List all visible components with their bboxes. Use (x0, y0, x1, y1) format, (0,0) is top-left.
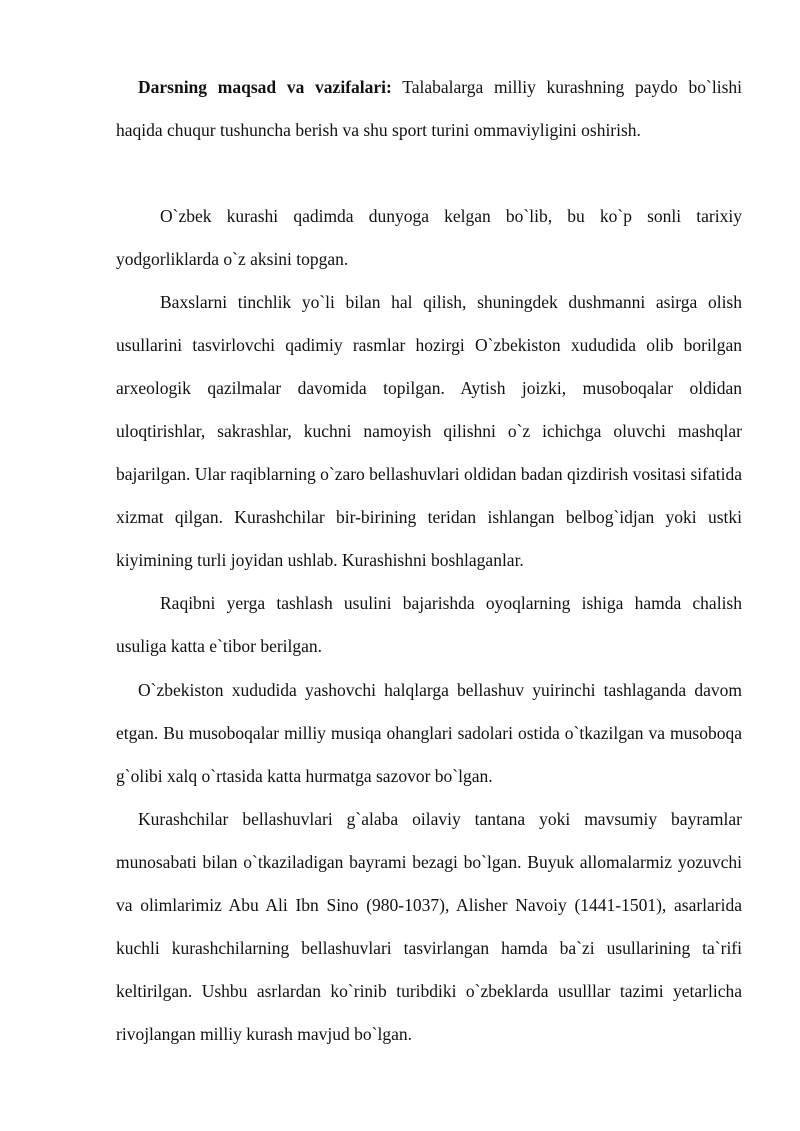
lesson-goal-paragraph (116, 66, 742, 152)
body-paragraph-4: O`zbekiston xududida yashovchi halqlarga bellashuv yuirinchi tashlaganda davom etgan. Bu musoboqalar milliy musiqa ohanglari sadolari ostida o`tkazilgan va musoboqa g`olibi xalq o`rtasida katta hurmatga sazovor bo`lgan. (116, 680, 742, 786)
body-paragraph-3: Raqibni yerga tashlash usulini bajarishda oyoqlarning ishiga hamda chalish usuliga katta e`tibor berilgan. (116, 593, 742, 656)
lesson-goal-text: Talabalarga milliy kurashning paydo bo`lishi haqida chuqur tushuncha berish va shu sport turini ommaviyligini oshirish. (116, 77, 742, 140)
body-paragraph-5: Kurashchilar bellashuvlari g`alaba oilaviy tantana yoki mavsumiy bayramlar munosabati bilan o`tkaziladigan bayrami bezagi bo`lgan. Buyuk allomalarmiz yozuvchi va olimlarimiz Abu Ali Ibn Sino (980-1037), Alisher Navoiy (1441-1501), asarlarida kuchli kurashchilarning bellashuvlari tasvirlangan hamda ba`zi usullarining ta`rifi keltirilgan. Ushbu asrlardan ko`rinib turibdiki o`zbeklarda usulllar tazimi yetarlicha rivojlangan milliy kurash mavjud bo`lgan. (116, 809, 742, 1044)
body-paragraph-2: Baxslarni tinchlik yo`li bilan hal qilish, shuningdek dushmanni asirga olish usullarini tasvirlovchi qadimiy rasmlar hozirgi O`zbekiston xududida olib borilgan arxeologik qazilmalar davomida topilgan. Aytish joizki, musoboqalar oldidan uloqtirishlar, sakrashlar, kuchni namoyish qilishni o`z ichichga oluvchi mashqlar bajarilgan. Ular raqiblarning o`zaro bellashuvlari oldidan badan qizdirish vositasi sifatida xizmat qilgan. Kurashchilar bir-birining teridan ishlangan belbog`idjan yoki ustki kiyimining turli joyidan ushlab. Kurashishni boshlaganlar. (116, 292, 742, 570)
lesson-goal-label: Darsning maqsad va vazifalari: (138, 77, 392, 97)
body-paragraph-1: O`zbek kurashi qadimda dunyoga kelgan bo`lib, bu ko`p sonli tarixiy yodgorliklarda o`z aksini topgan. (116, 206, 742, 269)
